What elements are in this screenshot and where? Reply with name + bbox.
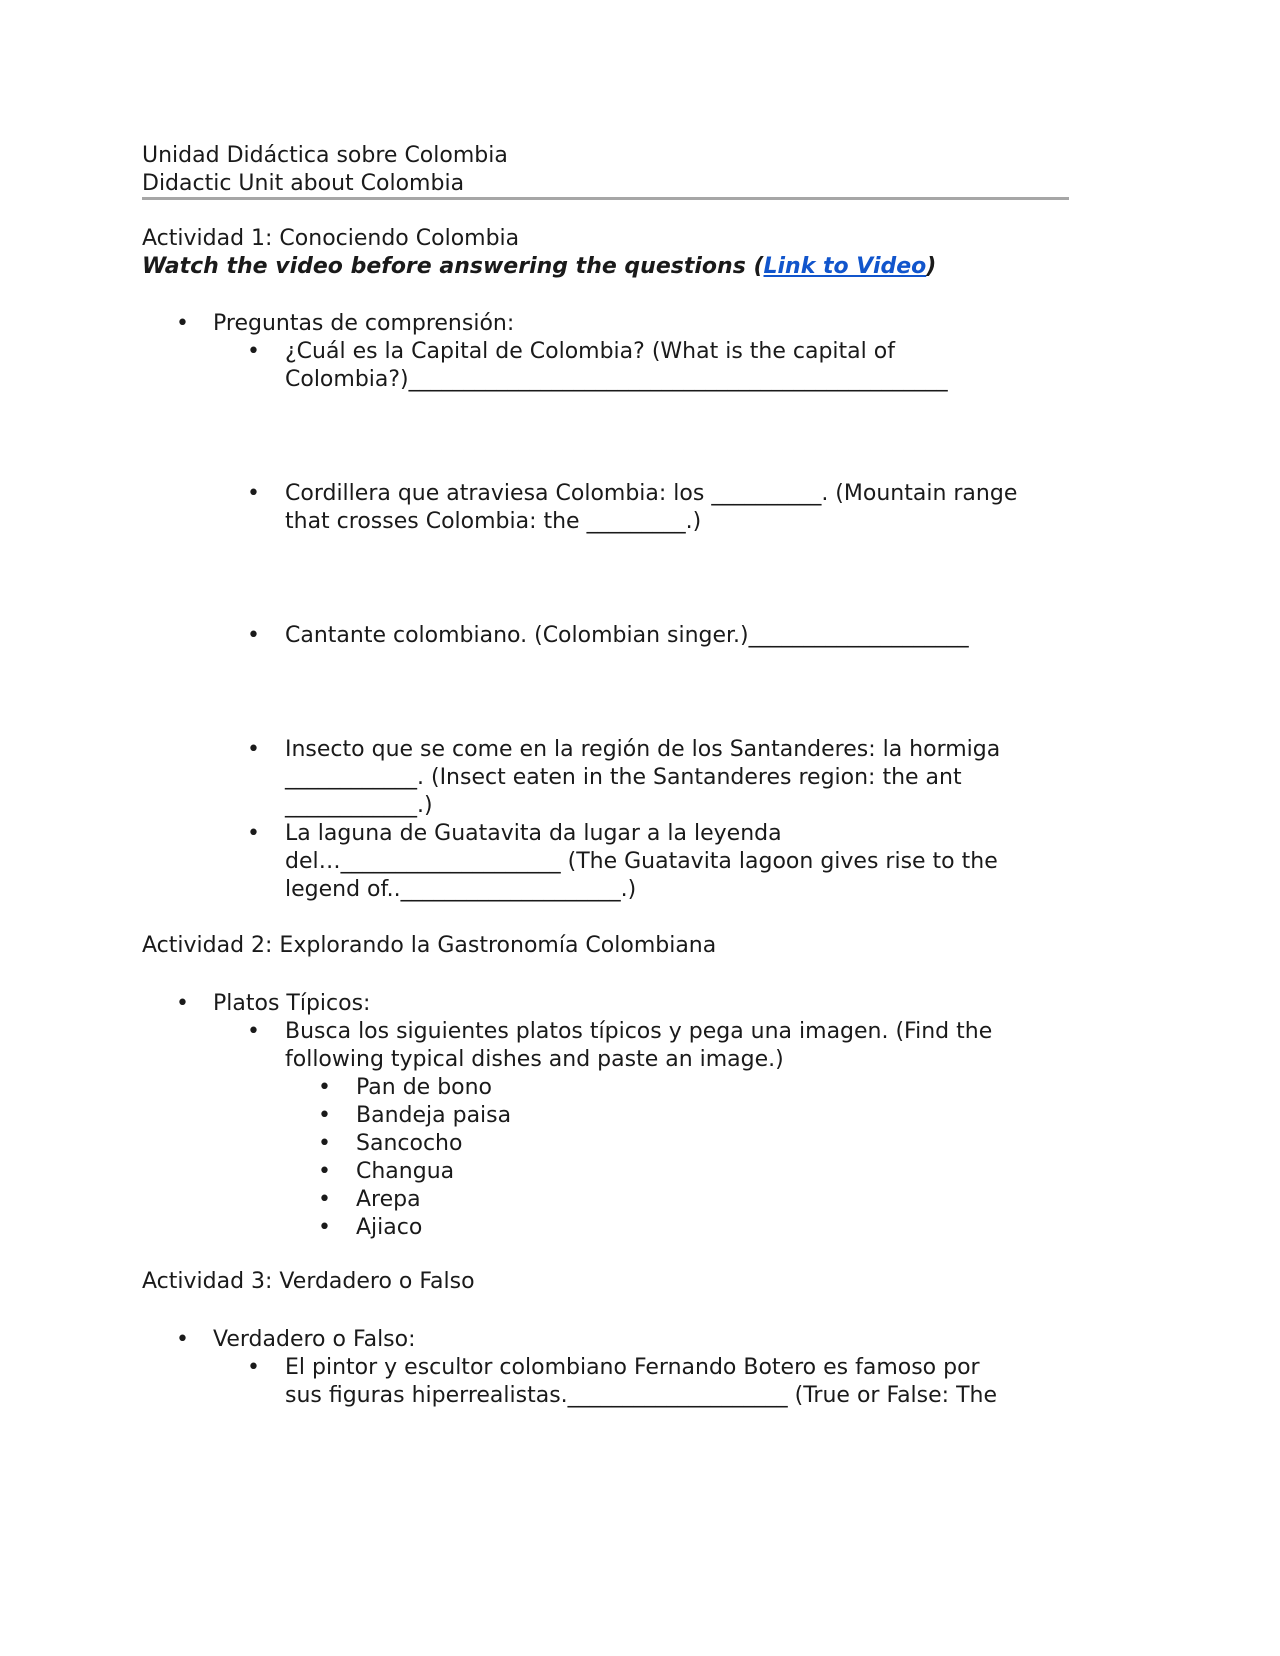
dish-item: Pan de bono [356, 1075, 493, 1100]
horizontal-rule [142, 197, 1069, 200]
bullet-icon: • [176, 1327, 189, 1352]
instruction-text: Watch the video before answering the questions ( [142, 254, 764, 279]
title-spanish: Unidad Didáctica sobre Colombia [142, 143, 508, 168]
dish-list [356, 1074, 511, 1242]
question-line: ¿Cuál es la Capital de Colombia? (What is the capital of [285, 339, 895, 364]
bullet-icon: • [247, 481, 260, 506]
question-line: del…____________________ (The Guatavita lagoon gives rise to the [285, 849, 998, 874]
dish-item: Ajiaco [356, 1215, 423, 1240]
bullet-icon: • [247, 1019, 260, 1044]
bullet-icon: • [247, 737, 260, 762]
question-line: Cordillera que atraviesa Colombia: los __________. (Mountain range [285, 481, 1018, 506]
title-english: Didactic Unit about Colombia [142, 171, 465, 196]
bullet-icon: • [318, 1131, 331, 1156]
bullet-icon: • [247, 623, 260, 648]
activity-1-heading [142, 225, 936, 281]
typical-dishes-label: Platos Típicos: [213, 991, 371, 1016]
dish-item: Sancocho [356, 1131, 463, 1156]
question-line: Colombia?)_________________________________________________ [285, 367, 948, 392]
instruction-line: Busca los siguientes platos típicos y pega una imagen. (Find the [285, 1019, 993, 1044]
video-link[interactable]: Link to Video [763, 254, 927, 279]
question-capital [285, 338, 948, 394]
question-singer [285, 622, 969, 650]
bullet-icon: • [176, 311, 189, 336]
dish-item: Arepa [356, 1187, 421, 1212]
activity-1-instruction [142, 253, 936, 281]
question-guatavita [285, 820, 998, 904]
activity-3-title: Actividad 3: Verdadero o Falso [142, 1269, 475, 1294]
instruction-line: following typical dishes and paste an image.) [285, 1047, 784, 1072]
question-mountain-range [285, 480, 1017, 536]
question-line: La laguna de Guatavita da lugar a la leyenda [285, 821, 782, 846]
bullet-icon: • [247, 1355, 260, 1380]
question-line: Cantante colombiano. (Colombian singer.)____________________ [285, 623, 969, 648]
true-false-label: Verdadero o Falso: [213, 1327, 416, 1352]
dish-item: Changua [356, 1159, 455, 1184]
activity-1-title: Actividad 1: Conociendo Colombia [142, 226, 520, 251]
bullet-icon: • [247, 339, 260, 364]
question-insect [285, 736, 1000, 820]
activity-2-title: Actividad 2: Explorando la Gastronomía Colombiana [142, 933, 717, 958]
dish-bullets [318, 1074, 331, 1242]
question-line: Insecto que se come en la región de los Santanderes: la hormiga [285, 737, 1001, 762]
bullet-icon: • [176, 991, 189, 1016]
question-line: that crosses Colombia: the _________.) [285, 509, 702, 534]
dishes-instruction [285, 1018, 992, 1074]
statement-line: sus figuras hiperrealistas.____________________ (True or False: The [285, 1383, 997, 1408]
bullet-icon: • [318, 1187, 331, 1212]
botero-statement [285, 1354, 997, 1410]
comprehension-section-label: Preguntas de comprensión: [213, 311, 515, 336]
bullet-icon: • [318, 1103, 331, 1128]
bullet-icon: • [247, 821, 260, 846]
statement-line: El pintor y escultor colombiano Fernando Botero es famoso por [285, 1355, 980, 1380]
question-line: legend of..____________________.) [285, 877, 637, 902]
question-line: ____________. (Insect eaten in the Santanderes region: the ant [285, 765, 962, 790]
dish-item: Bandeja paisa [356, 1103, 512, 1128]
bullet-icon: • [318, 1075, 331, 1100]
question-line: ____________.) [285, 793, 433, 818]
bullet-icon: • [318, 1215, 331, 1240]
document-title [142, 142, 508, 198]
instruction-close: ) [926, 254, 937, 279]
bullet-icon: • [318, 1159, 331, 1184]
